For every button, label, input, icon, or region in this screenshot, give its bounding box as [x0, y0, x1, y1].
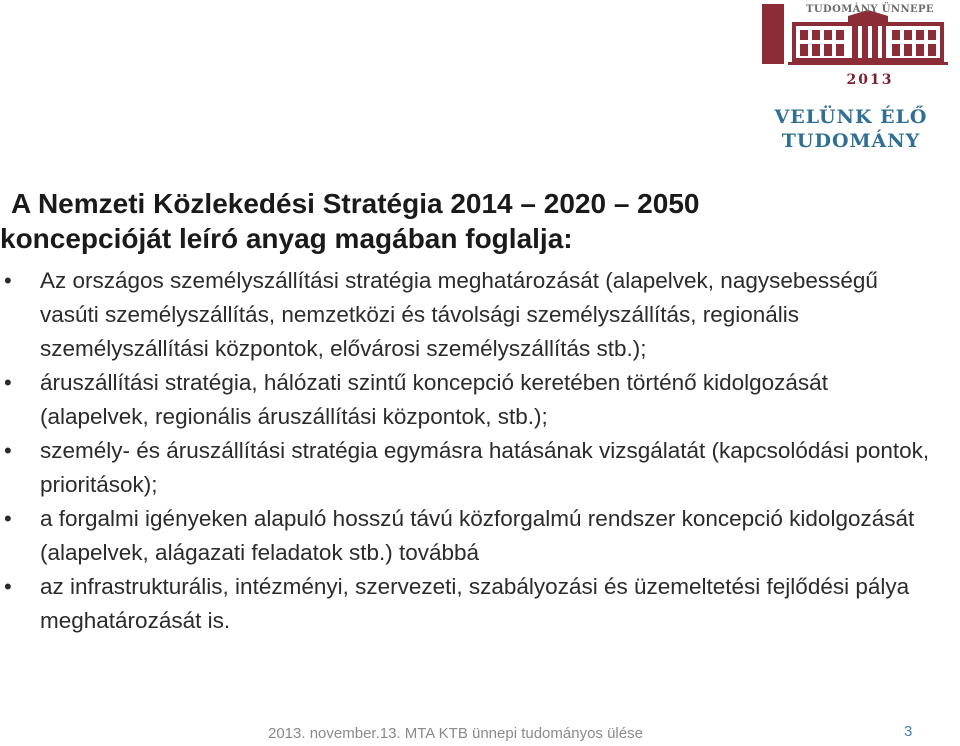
bullet-marker: • — [4, 438, 12, 463]
bullet-marker: • — [4, 370, 12, 395]
bullet-item — [0, 570, 940, 638]
bullet-item — [0, 264, 940, 366]
bullet-list — [0, 264, 940, 638]
slide-title-line1: A Nemzeti Közlekedési Stratégia 2014 – 2020 – 2050 — [11, 188, 700, 219]
slide-title-line2: koncepcióját leíró anyag magában foglalja: — [0, 223, 573, 254]
event-logo — [738, 0, 954, 158]
logo-side-text: A MAGYAR — [738, 31, 745, 73]
slide-footer — [0, 725, 960, 745]
bullet-marker: • — [4, 574, 12, 599]
slide-title — [0, 186, 900, 256]
bullet-text: személy- és áruszállítási stratégia egymásra hatásának vizsgálatát (kapcsolódási pontok, prioritások); — [40, 438, 930, 497]
bullet-item — [0, 434, 940, 502]
footer-text: 2013. november.13. MTA KTB ünnepi tudományos ülése — [268, 725, 643, 742]
bullet-marker: • — [4, 268, 12, 293]
bullet-text: Az országos személyszállítási stratégia meghatározását (alapelvek, nagysebességű vasúti személyszállítás, nemzetközi és távolsági személyszállítás, regionális személyszállítási központok, elővárosi személyszállítás stb.); — [40, 268, 878, 361]
bullet-text: áruszállítási stratégia, hálózati szintű koncepció keretében történő kidolgozását (alapelvek, regionális áruszállítási központok, stb.); — [40, 370, 828, 429]
page-number: 3 — [904, 723, 913, 740]
logo-slogan-line1: VELÜNK ÉLŐ — [774, 106, 928, 128]
logo-year: 2013 — [846, 72, 894, 88]
bullet-item — [0, 502, 940, 570]
bullet-item — [0, 366, 940, 434]
bullet-marker: • — [4, 506, 12, 531]
bullet-text: az infrastrukturális, intézményi, szervezeti, szabályozási és üzemeltetési fejlődési pálya meghatározását is. — [40, 574, 910, 633]
logo-slogan-line2: TUDOMÁNY — [781, 130, 921, 152]
bullet-text: a forgalmi igényeken alapuló hosszú távú közforgalmú rendszer koncepció kidolgozását (alapelvek, alágazati feladatok stb.) továbbá — [40, 506, 915, 565]
logo-top-text: TUDOMÁNY ÜNNEPE — [806, 4, 934, 15]
